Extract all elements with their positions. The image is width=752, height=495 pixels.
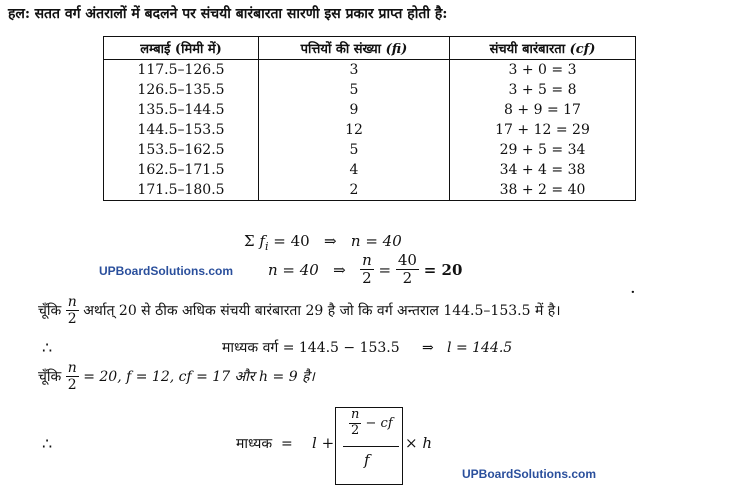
n-equals: n = 40 bbox=[268, 260, 319, 279]
formula-l-plus: l + bbox=[312, 434, 335, 452]
fraction-n-over-2: $\frac{n}{2}$ bbox=[67, 360, 77, 394]
para2-text: = 20, f = 12, cf = 17 और h = 9 है। bbox=[83, 369, 315, 386]
formula-label bbox=[236, 434, 293, 453]
cell-class-interval: 171.5–180.5 bbox=[104, 180, 259, 201]
equation-half-n: n = 40 ⇒ $\frac{n}{2}$ = $\frac{40}{2}$ = 20 bbox=[268, 251, 463, 288]
cell-cumulative: 3 + 0 = 3 bbox=[450, 60, 636, 81]
denominator-f: f bbox=[364, 451, 370, 469]
cell-frequency: 2 bbox=[259, 180, 450, 201]
cell-frequency: 5 bbox=[259, 80, 450, 100]
cell-frequency: 12 bbox=[259, 120, 450, 140]
cell-cumulative: 38 + 2 = 40 bbox=[450, 180, 636, 201]
header-leaf-count: पत्तियों की संख्या (fi) bbox=[259, 37, 450, 60]
table-row bbox=[104, 180, 636, 201]
n-value: n = 40 bbox=[350, 232, 402, 250]
table-row bbox=[104, 140, 636, 160]
fraction-40-over-2: $\frac{40}{2}$ bbox=[397, 251, 417, 288]
therefore-symbol-2: ∴ bbox=[42, 434, 53, 453]
stray-dot: · bbox=[630, 282, 636, 303]
cell-class-interval: 153.5–162.5 bbox=[104, 140, 259, 160]
fraction-n-over-2: $\frac{n}{2}$ bbox=[67, 294, 77, 328]
cell-frequency: 4 bbox=[259, 160, 450, 180]
f-subscript: i bbox=[264, 240, 269, 253]
times-h: × h bbox=[405, 434, 432, 452]
intro-line bbox=[8, 4, 447, 23]
cell-frequency: 5 bbox=[259, 140, 450, 160]
paragraph-values bbox=[38, 360, 315, 393]
para2-lead: चूँकि bbox=[38, 369, 62, 386]
para1-text: अर्थात् 20 से ठीक अधिक संचयी बारंबारता 29 है जो कि वर्ग अन्तराल 144.5–153.5 में है। bbox=[83, 303, 561, 320]
implies-symbol: ⇒ bbox=[333, 260, 346, 279]
median-class-line bbox=[222, 338, 512, 357]
paragraph-median-locate bbox=[38, 294, 561, 327]
implies-symbol: ⇒ bbox=[324, 232, 337, 250]
header-length: लम्बाई (मिमी में) bbox=[104, 37, 259, 60]
therefore-symbol-1: ∴ bbox=[42, 338, 53, 357]
para1-lead: चूँकि bbox=[38, 303, 62, 320]
cell-frequency: 9 bbox=[259, 100, 450, 120]
cell-class-interval: 144.5–153.5 bbox=[104, 120, 259, 140]
table-row bbox=[104, 80, 636, 100]
cell-cumulative: 17 + 12 = 29 bbox=[450, 120, 636, 140]
lower-limit: l = 144.5 bbox=[447, 340, 513, 356]
table-row bbox=[104, 60, 636, 81]
cell-cumulative: 3 + 5 = 8 bbox=[450, 80, 636, 100]
half-n-result: = 20 bbox=[423, 260, 463, 279]
table-row bbox=[104, 100, 636, 120]
f-symbol: f bbox=[259, 232, 265, 250]
equals-symbol: = bbox=[281, 436, 293, 452]
cell-cumulative: 34 + 4 = 38 bbox=[450, 160, 636, 180]
header-cumulative: संचयी बारंबारता (cf) bbox=[450, 37, 636, 60]
cell-class-interval: 162.5–171.5 bbox=[104, 160, 259, 180]
cell-frequency: 3 bbox=[259, 60, 450, 81]
cell-cumulative: 29 + 5 = 34 bbox=[450, 140, 636, 160]
sigma-symbol: Σ bbox=[244, 232, 255, 250]
equation-sum bbox=[244, 232, 402, 253]
intro-text: सतत वर्ग अंतरालों में बदलने पर संचयी बारंबारता सारणी इस प्रकार प्राप्त होती है: bbox=[34, 6, 448, 22]
main-fraction-bar bbox=[343, 446, 399, 447]
median-class-text: माध्यक वर्ग = 144.5 − 153.5 bbox=[222, 340, 400, 356]
intro-label: हल: bbox=[8, 6, 31, 22]
table-row bbox=[104, 120, 636, 140]
cell-class-interval: 117.5–126.5 bbox=[104, 60, 259, 81]
implies-symbol: ⇒ bbox=[421, 340, 434, 356]
table-row bbox=[104, 160, 636, 180]
table-header-row bbox=[104, 37, 636, 60]
median-label: माध्यक bbox=[236, 436, 273, 452]
sum-value: = 40 bbox=[273, 232, 310, 250]
inner-fraction-n-over-2: $\frac{n}{2}$ − cf bbox=[351, 407, 393, 438]
cell-cumulative: 8 + 9 = 17 bbox=[450, 100, 636, 120]
watermark-right: UPBoardSolutions.com bbox=[462, 467, 597, 481]
minus-cf: − cf bbox=[365, 415, 393, 431]
fraction-n-over-2: $\frac{n}{2}$ bbox=[362, 251, 372, 288]
cumulative-frequency-table bbox=[103, 36, 636, 201]
cell-class-interval: 135.5–144.5 bbox=[104, 100, 259, 120]
watermark-left: UPBoardSolutions.com bbox=[99, 264, 234, 278]
cell-class-interval: 126.5–135.5 bbox=[104, 80, 259, 100]
